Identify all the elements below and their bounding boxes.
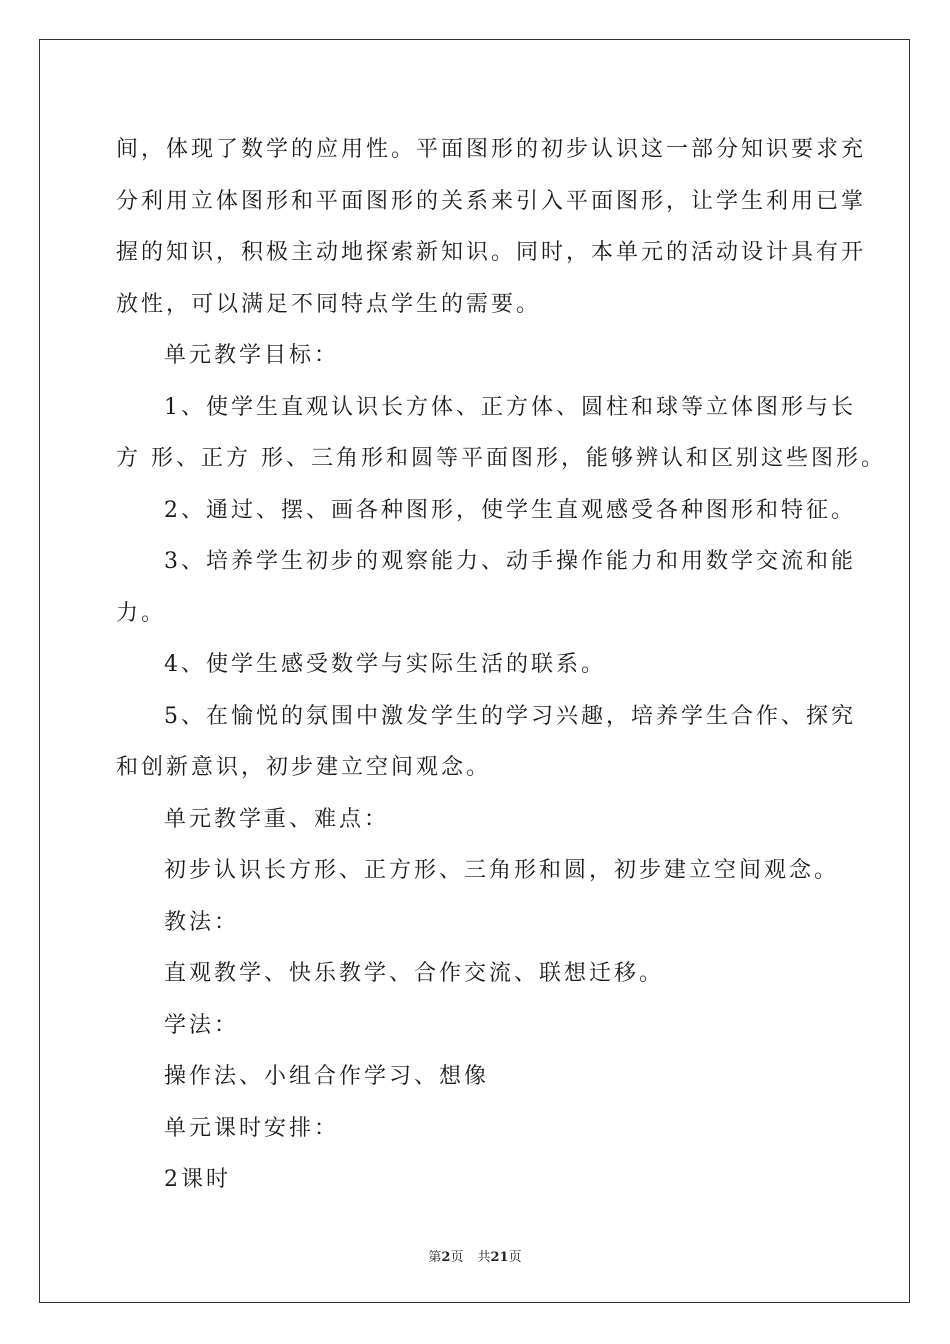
total-prefix: 共 — [477, 1250, 491, 1265]
goal-2: 2、通过、摆、画各种图形，使学生直观感受各种图形和特征。 — [164, 497, 856, 523]
key-points-text: 初步认识长方形、正方形、三角形和圆，初步建立空间观念。 — [164, 858, 840, 883]
goal-3-line-2: 力。 — [116, 600, 167, 626]
goal-4: 4、使学生感受数学与实际生活的联系。 — [164, 652, 606, 677]
page-suffix: 页 — [450, 1250, 464, 1265]
goal-1-line-1: 1、使学生直观认识长方体、正方体、圆柱和球等立体图形与长 — [164, 394, 856, 420]
current-page-number: 2 — [441, 1250, 451, 1265]
goal-3-line-1: 3、培养学生初步的观察能力、动手操作能力和用数学交流和能 — [164, 549, 856, 574]
text-line-4: 放性，可以满足不同特点学生的需要。 — [116, 291, 542, 317]
text-line-3: 握的知识，积极主动地探索新知识。同时，本单元的活动设计具有开 — [116, 240, 867, 265]
teaching-method-text: 直观教学、快乐教学、合作交流、联想迁移。 — [164, 961, 665, 986]
schedule-text: 2课时 — [164, 1167, 231, 1192]
goal-1-line-2: 方 形、正方 形、三角形和圆等平面图形，能够辨认和区别这些图形。 — [116, 446, 886, 471]
heading-schedule: 单元课时安排： — [164, 1115, 340, 1141]
heading-teaching-method: 教法： — [164, 909, 240, 935]
total-suffix: 页 — [508, 1250, 522, 1265]
goal-5-line-1: 5、在愉悦的氛围中激发学生的学习兴趣，培养学生合作、探究 — [164, 703, 856, 729]
page-prefix: 第 — [428, 1250, 442, 1265]
text-line-2: 分利用立体图形和平面图形的关系来引入平面图形，让学生利用已掌 — [116, 188, 867, 214]
heading-key-points: 单元教学重、难点： — [164, 806, 390, 832]
heading-unit-goals: 单元教学目标： — [164, 343, 340, 368]
learning-method-text: 操作法、小组合作学习、想像 — [164, 1064, 490, 1089]
goal-5-line-2: 和创新意识，初步建立空间观念。 — [116, 755, 492, 780]
text-line-1: 间，体现了数学的应用性。平面图形的初步认识这一部分知识要求充 — [116, 137, 867, 162]
document-body — [116, 124, 886, 1206]
total-page-number: 21 — [490, 1250, 509, 1265]
page-footer — [0, 1246, 950, 1265]
heading-learning-method: 学法： — [164, 1012, 240, 1038]
